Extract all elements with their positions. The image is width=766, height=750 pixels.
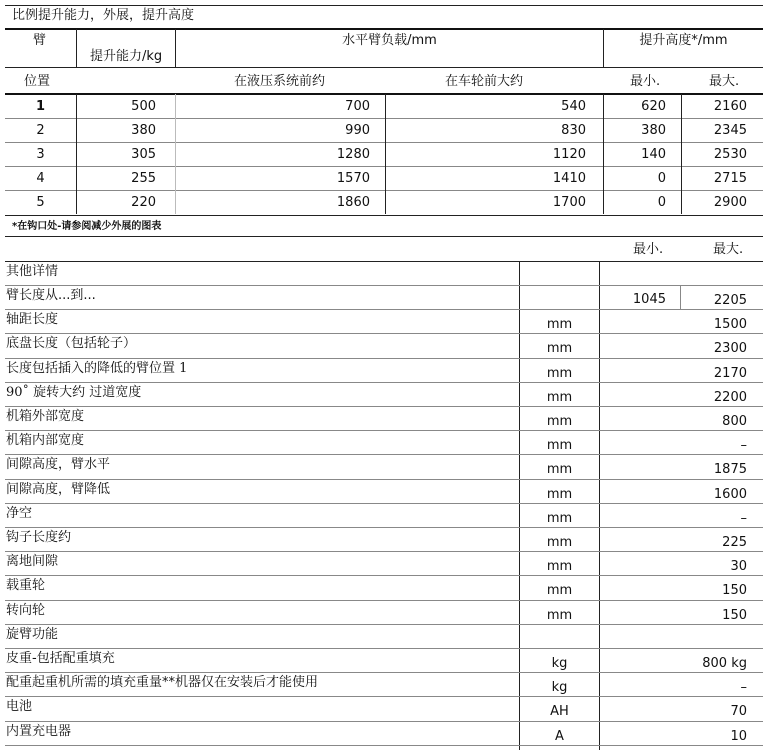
top-border bbox=[5, 5, 763, 6]
row-divider bbox=[5, 358, 763, 359]
row-position: 2 bbox=[36, 123, 45, 138]
row-divider bbox=[5, 527, 763, 528]
lift-capacity-header: 提升能力/kg bbox=[90, 49, 163, 64]
detail-unit: mm bbox=[546, 462, 573, 477]
row-before-hydraulic: 990 bbox=[345, 123, 370, 138]
detail-max: 1875 bbox=[713, 462, 747, 477]
row-max: 2345 bbox=[713, 123, 747, 138]
column-divider bbox=[76, 166, 77, 190]
detail-label: 转向轮 bbox=[6, 603, 46, 618]
column-divider bbox=[603, 142, 604, 166]
detail-unit: mm bbox=[546, 535, 573, 550]
row-min: 140 bbox=[641, 147, 666, 162]
detail-max: 150 bbox=[722, 583, 747, 598]
detail-unit: kg bbox=[551, 680, 568, 695]
row-position: 5 bbox=[36, 195, 45, 210]
data-bottom-border bbox=[5, 215, 763, 216]
header-divider bbox=[76, 29, 77, 67]
detail-max: 30 bbox=[730, 559, 747, 574]
detail-label: 臂长度从...到... bbox=[6, 288, 96, 303]
column-divider bbox=[603, 166, 604, 190]
row-divider bbox=[5, 118, 763, 119]
detail-unit: mm bbox=[546, 438, 573, 453]
row-max: 2900 bbox=[713, 195, 747, 210]
detail-unit: mm bbox=[546, 366, 573, 381]
row-divider bbox=[5, 696, 763, 697]
row-divider bbox=[5, 382, 763, 383]
detail-label: 长度包括插入的降低的臂位置 1 bbox=[6, 361, 188, 376]
details-header-border bbox=[5, 261, 763, 262]
detail-unit: kg bbox=[551, 656, 568, 671]
table-title: 比例提升能力，外展，提升高度 bbox=[12, 8, 195, 23]
row-min: 380 bbox=[641, 123, 666, 138]
detail-max: 225 bbox=[722, 535, 747, 550]
row-divider bbox=[5, 309, 763, 310]
row-before-hydraulic: 1280 bbox=[336, 147, 370, 162]
min-header: 最小. bbox=[630, 74, 661, 89]
row-divider bbox=[5, 575, 763, 576]
detail-label: 底盘长度（包括轮子） bbox=[6, 336, 137, 351]
detail-max: 800 bbox=[722, 414, 747, 429]
detail-unit: mm bbox=[546, 583, 573, 598]
column-divider bbox=[603, 94, 604, 118]
column-divider bbox=[175, 142, 176, 166]
column-divider bbox=[519, 261, 520, 750]
detail-label: 离地间隙 bbox=[6, 554, 59, 569]
detail-label: 电池 bbox=[6, 699, 33, 714]
column-divider bbox=[603, 118, 604, 142]
details-title: 其他详情 bbox=[6, 264, 59, 279]
row-divider bbox=[5, 333, 763, 334]
row-divider bbox=[5, 600, 763, 601]
row-divider bbox=[5, 721, 763, 722]
column-divider bbox=[681, 142, 682, 166]
column-divider bbox=[385, 166, 386, 190]
column-divider bbox=[385, 118, 386, 142]
row-capacity: 380 bbox=[131, 123, 156, 138]
row-min: 0 bbox=[657, 171, 666, 186]
row-divider bbox=[5, 503, 763, 504]
footnote: *在钩口处-请参阅减少外展的图表 bbox=[12, 221, 162, 232]
row-divider bbox=[5, 745, 763, 746]
row-before-hydraulic: 1860 bbox=[336, 195, 370, 210]
column-divider bbox=[385, 94, 386, 118]
column-divider bbox=[175, 94, 176, 118]
detail-max: 1600 bbox=[713, 487, 747, 502]
row-divider bbox=[5, 142, 763, 143]
row-before-wheel: 1700 bbox=[552, 195, 586, 210]
detail-unit: AH bbox=[550, 704, 569, 719]
row-divider bbox=[5, 430, 763, 431]
detail-label: 间隙高度，臂水平 bbox=[6, 457, 111, 472]
detail-unit: mm bbox=[546, 341, 573, 356]
column-divider bbox=[76, 142, 77, 166]
row-divider bbox=[5, 166, 763, 167]
row-max: 2160 bbox=[713, 99, 747, 114]
detail-label: 间隙高度，臂降低 bbox=[6, 482, 111, 497]
row-max: 2530 bbox=[713, 147, 747, 162]
max-header: 最大. bbox=[709, 74, 740, 89]
row-position: 1 bbox=[35, 99, 46, 114]
row-divider bbox=[5, 190, 763, 191]
data-top-border bbox=[5, 93, 763, 95]
detail-unit: mm bbox=[546, 487, 573, 502]
column-divider bbox=[385, 142, 386, 166]
row-divider bbox=[5, 479, 763, 480]
row-before-hydraulic: 1570 bbox=[336, 171, 370, 186]
column-divider bbox=[681, 166, 682, 190]
column-divider bbox=[175, 190, 176, 214]
details-min-header: 最小. bbox=[633, 242, 664, 257]
column-divider bbox=[599, 261, 600, 750]
detail-unit: mm bbox=[546, 317, 573, 332]
row-divider bbox=[5, 624, 763, 625]
detail-unit: A bbox=[555, 729, 564, 744]
row-divider bbox=[5, 672, 763, 673]
lift-height-header: 提升高度*/mm bbox=[639, 33, 728, 48]
detail-max: 1500 bbox=[713, 317, 747, 332]
details-top-border bbox=[5, 236, 763, 237]
detail-min: 1045 bbox=[632, 292, 666, 307]
row-divider bbox=[5, 648, 763, 649]
detail-max: – bbox=[740, 438, 747, 453]
row-before-wheel: 1120 bbox=[552, 147, 586, 162]
header-bottom-border bbox=[5, 67, 763, 68]
row-divider bbox=[5, 454, 763, 455]
detail-max: 150 bbox=[722, 608, 747, 623]
detail-label: 内置充电器 bbox=[6, 724, 72, 739]
detail-max: 800 kg bbox=[702, 656, 747, 671]
detail-max: 2170 bbox=[713, 366, 747, 381]
row-capacity: 500 bbox=[131, 99, 156, 114]
detail-unit: mm bbox=[546, 414, 573, 429]
detail-max: 2300 bbox=[713, 341, 747, 356]
detail-label: 90˚ 旋转大约 过道宽度 bbox=[6, 385, 142, 400]
arm-header: 臂 bbox=[33, 33, 47, 48]
column-divider bbox=[680, 286, 681, 310]
detail-label: 皮重-包括配重填充 bbox=[6, 651, 115, 666]
row-divider bbox=[5, 285, 763, 286]
horizontal-reach-header: 水平臂负载/mm bbox=[342, 33, 437, 48]
detail-max: – bbox=[740, 680, 747, 695]
row-max: 2715 bbox=[713, 171, 747, 186]
column-divider bbox=[681, 190, 682, 214]
detail-label: 机箱内部宽度 bbox=[6, 433, 85, 448]
column-divider bbox=[385, 190, 386, 214]
detail-max: 70 bbox=[730, 704, 747, 719]
row-before-wheel: 830 bbox=[561, 123, 586, 138]
row-before-wheel: 540 bbox=[561, 99, 586, 114]
row-divider bbox=[5, 406, 763, 407]
column-divider bbox=[76, 190, 77, 214]
column-divider bbox=[175, 118, 176, 142]
row-position: 3 bbox=[36, 147, 45, 162]
column-divider bbox=[681, 94, 682, 118]
detail-max: 10 bbox=[730, 729, 747, 744]
detail-max: 2200 bbox=[713, 390, 747, 405]
row-capacity: 220 bbox=[131, 195, 156, 210]
detail-unit: mm bbox=[546, 608, 573, 623]
detail-label: 配重起重机所需的填充重量**机器仅在安装后才能使用 bbox=[6, 675, 319, 690]
detail-max: – bbox=[740, 511, 747, 526]
detail-label: 钩子长度约 bbox=[6, 530, 72, 545]
before-hydraulic-header: 在液压系统前约 bbox=[234, 74, 326, 89]
row-before-hydraulic: 700 bbox=[345, 99, 370, 114]
detail-label: 旋臂功能 bbox=[6, 627, 59, 642]
row-capacity: 305 bbox=[131, 147, 156, 162]
detail-unit: mm bbox=[546, 390, 573, 405]
column-divider bbox=[603, 190, 604, 214]
detail-label: 机箱外部宽度 bbox=[6, 409, 85, 424]
header-top-border bbox=[5, 28, 763, 30]
detail-unit: mm bbox=[546, 559, 573, 574]
before-wheel-header: 在车轮前大约 bbox=[445, 74, 524, 89]
position-header: 位置 bbox=[24, 74, 51, 89]
detail-label: 载重轮 bbox=[6, 578, 46, 593]
column-divider bbox=[681, 118, 682, 142]
row-min: 620 bbox=[641, 99, 666, 114]
details-max-header: 最大. bbox=[713, 242, 744, 257]
row-divider bbox=[5, 551, 763, 552]
detail-label: 净空 bbox=[6, 506, 33, 521]
column-divider bbox=[76, 118, 77, 142]
column-divider bbox=[175, 166, 176, 190]
detail-label: 轴距长度 bbox=[6, 312, 59, 327]
row-min: 0 bbox=[657, 195, 666, 210]
detail-max: 2205 bbox=[713, 293, 747, 308]
row-capacity: 255 bbox=[131, 171, 156, 186]
detail-unit: mm bbox=[546, 511, 573, 526]
column-divider bbox=[76, 94, 77, 118]
row-before-wheel: 1410 bbox=[552, 171, 586, 186]
row-position: 4 bbox=[36, 171, 45, 186]
